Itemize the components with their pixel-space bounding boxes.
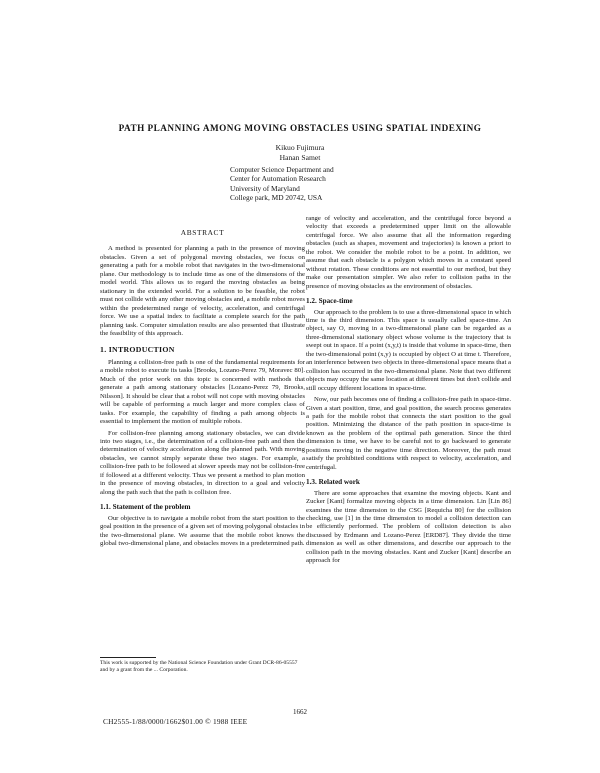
body-paragraph: Now, our path becomes one of finding a collision-free path in space-time. Given a start position, time, and goal position, the search process generates a path for the mobile robot that connects the start position to the goal position. Minimizing the distance of the path position in space-time is known as the problem of the optimal path generation. Since the third dimension is time, we have to be careful not to go backward to generate positions moving in the negative time direction. Moreover, the path must satisfy the prohibited conditions with respect to velocity, acceleration, and centrifugal. [306, 396, 511, 471]
right-column [306, 215, 511, 569]
left-column [100, 215, 305, 551]
affiliation-line: Computer Science Department and [230, 165, 334, 174]
affiliation-line: College park, MD 20742, USA [230, 192, 323, 202]
affiliation-line: Center for Automation Research [230, 174, 326, 184]
author-name: Kikuo Fujimura [275, 143, 325, 152]
section-heading-introduction: 1. INTRODUCTION [100, 345, 175, 355]
body-paragraph: range of velocity and acceleration, and the centrifugal force beyond a velocity that exceeds a predetermined upper limit on the allowable centrifugal force. We also assume that all the information regarding obstacles (such as shapes, movement and trajectories) is known a priori to the robot. We consider the mobile robot to be a point. In addition, we assume that each obstacle is a polygon which moves in a constant speed without rotation. These conditions are not essential to our method, but they make our presentation simpler. We also refer to collision paths in the presence of moving obstacles as the environment of obstacles. [306, 215, 511, 290]
subsection-heading: 1.3. Related work [306, 478, 360, 487]
subsection-heading: 1.2. Space-time [306, 297, 353, 306]
affiliation-line: University of Maryland [230, 183, 300, 193]
body-paragraph: For collision-free planning among stationary obstacles, we can divide into two stages, i.e., the determination of a collision-free path and then the determination of velocity acceleration along the planned path. With moving obstacles, we cannot simply separate these two stages. For example, a collision-free path to be followed at slower speeds may not be collision-free if followed at a different velocity. Thus we present a method to plan motion in the presence of moving obstacles, in direction to a goal and velocity along the path such that the path is collision free. [100, 429, 305, 496]
body-paragraph: There are some approaches that examine the moving objects. Kant and Zucker [Kant] formalize moving objects in a time dimension. Lin [Lin 86] examines the time dimension to the CSG [Requicha 80] for the collision checking, use [1] in the time dimension to model a collision detection can be efficiently performed. The problem of collision detection is also discussed by Erdmann and Lozano-Perez [ERD87]. They divide the time dimension as well as other dimensions, and describe our approach to the collision path in the moving obstacles. Kant and Zucker [Kant] describe an approach for [306, 489, 511, 565]
paper-title: PATH PLANNING AMONG MOVING OBSTACLES USING SPATIAL INDEXING [118, 123, 482, 133]
author-block [200, 143, 400, 162]
author-name: Hanan Samet [279, 152, 321, 162]
footnote-rule [100, 657, 156, 658]
abstract-text: A method is presented for planning a path in the presence of moving obstacles. Given a set of polygonal moving obstacles, we focus on generating a path for a mobile robot that navigates in the two-dimensional plane. Our methodology is to include time as one of the dimensions of the model world. This allows us to regard the moving obstacles as being stationary in the extended world. For a solution to be feasible, the robot must not collide with any other moving obstacles and, a mobile robot moves within the predetermined range of velocity, acceleration, and centrifugal force. We use a spatial index to facilitate a complete search for the path planning task. Computer simulation results are also presented that illustrate the feasibility of this approach. [100, 245, 305, 337]
page-number: 1662 [293, 708, 307, 716]
abstract-heading: ABSTRACT [180, 228, 225, 237]
copyright-line: CH2555-1/88/0000/1662$01.00 © 1988 IEEE [103, 717, 248, 726]
affiliation-block [230, 165, 400, 202]
body-paragraph: Our objective is to navigate a mobile robot from the start position to the goal position in the presence of a given set of moving polygonal obstacles in the two-dimensional plane. We assume that the mobile robot knows the global two-dimensional plane, and obstacles moves in a predetermined path. [100, 514, 305, 547]
subsection-heading: 1.1. Statement of the problem [100, 503, 191, 512]
body-paragraph: Planning a collision-free path is one of the fundamental requirements for a mobile robot to execute its tasks [Brooks, Lozano-Perez 79, Moravec 80]. Much of the prior work on this topic is concerned with methods that generate a path among stationary obstacles [Lozano-Perez 79, Brooks, Nilsson]. It should be clear that a robot will not cope with moving obstacles will be capable of performing a much larger and more complex class of tasks. For example, the capability of finding a path among objects is essential to implement the motion of multiple robots. [100, 358, 305, 426]
footnote: This work is supported by the National Science Foundation under Grant DCR-86-05557 and by a grant from the ... Corporation. [100, 660, 298, 673]
body-paragraph: Our approach to the problem is to use a three-dimensional space in which time is the third dimension. This space is usually called space-time. An object, say O, moving in a two-dimensional plane can be regarded as a three-dimensional stationary object whose volume is the trajectory that is swept out in space. If a point (x,y,t) is inside that volume in space-time, then the two-dimensional point (x,y) is occupied by object O at time t. Therefore, an interference between two objects in three-dimensional space means that a collision has occurred in the two-dimensional plane. Note that two different objects may occupy the same location at different times but don't collide and still occupy different locations in space-time. [306, 308, 511, 392]
